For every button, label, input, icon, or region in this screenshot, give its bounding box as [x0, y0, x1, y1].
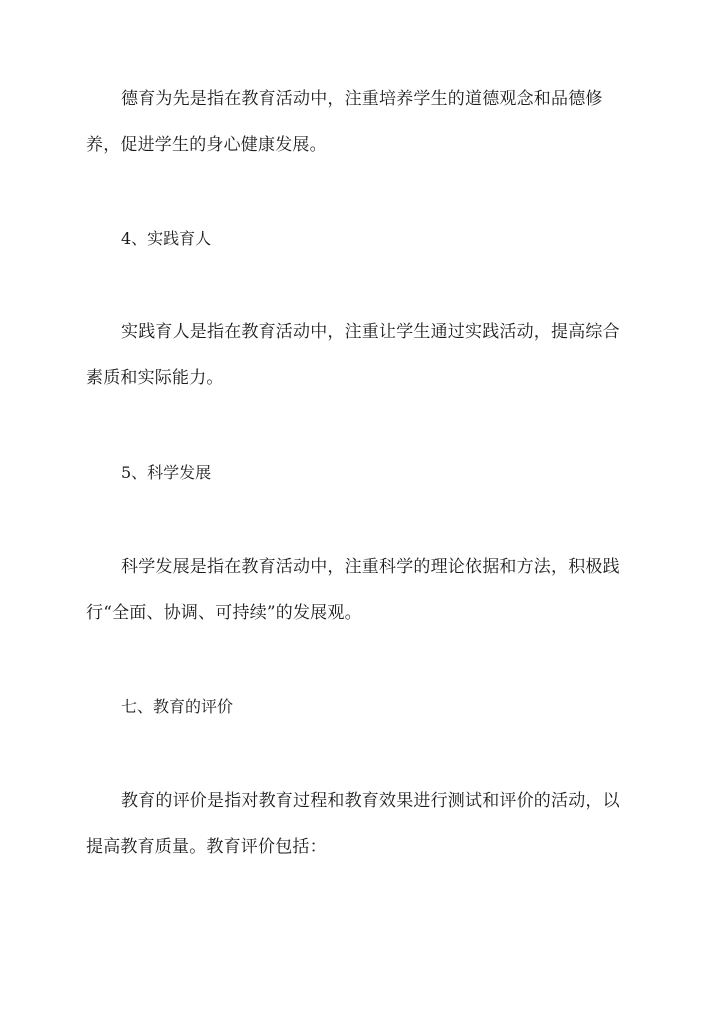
heading-education-evaluation: 七、教育的评价: [121, 697, 234, 716]
paragraph-scientific-development: 科学发展是指在教育活动中，注重科学的理论依据和方法，积极践行“全面、协调、可持续”的发展观。: [86, 557, 620, 623]
paragraph-moral-education: 德育为先是指在教育活动中，注重培养学生的道德观念和品德修养，促进学生的身心健康发展。: [86, 89, 603, 155]
heading-practice-education: 4、实践育人: [121, 229, 212, 248]
paragraph-education-evaluation: 教育的评价是指对教育过程和教育效果进行测试和评价的活动，以提高教育质量。教育评价包括：: [86, 791, 620, 857]
paragraph-practice-education: 实践育人是指在教育活动中，注重让学生通过实践活动，提高综合素质和实际能力。: [86, 322, 620, 388]
heading-scientific-development: 5、科学发展: [121, 463, 212, 482]
